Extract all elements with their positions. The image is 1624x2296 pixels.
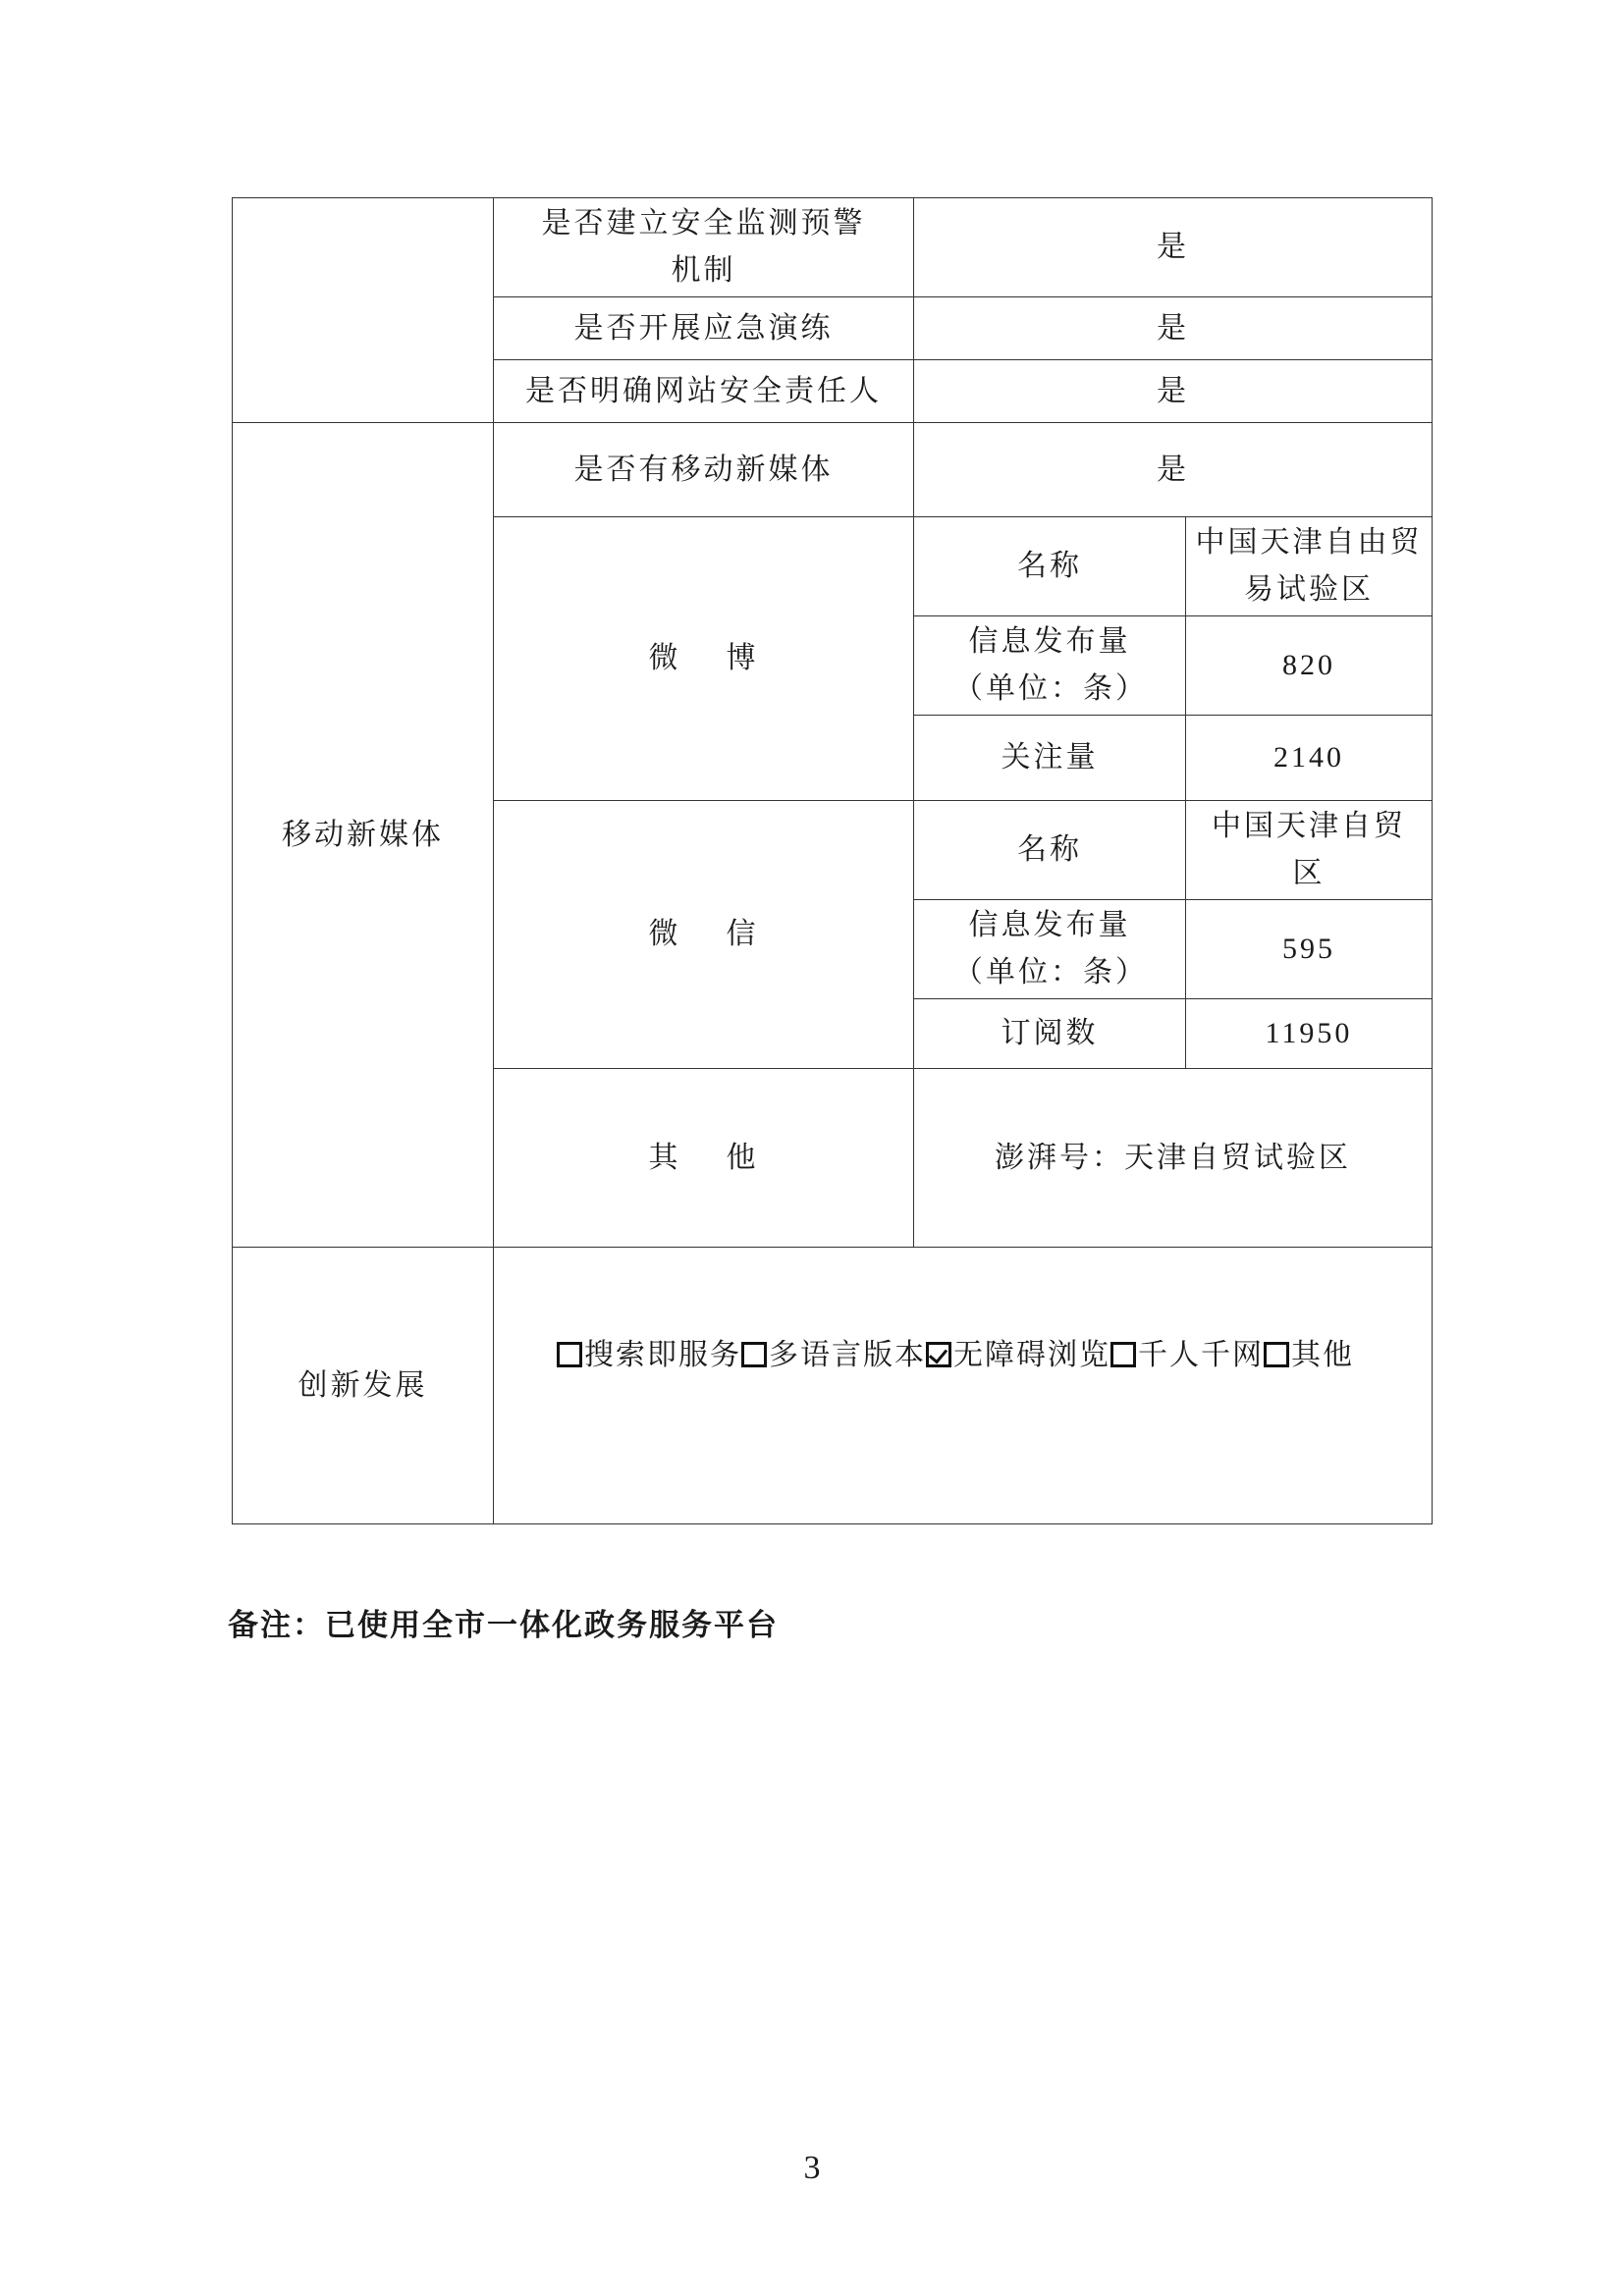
table-row <box>233 423 1433 517</box>
checkbox-checked-icon[interactable] <box>926 1342 951 1367</box>
weibo-name-label: 名称 <box>914 517 1186 616</box>
report-table <box>232 197 1433 1524</box>
wechat-label: 微 信 <box>494 801 914 1069</box>
row-value: 是 <box>914 198 1433 297</box>
weibo-posts-label: 信息发布量（单位：条） <box>914 616 1186 716</box>
table-row <box>233 198 1433 297</box>
row-value: 是 <box>914 297 1433 360</box>
wechat-posts-value: 595 <box>1186 900 1433 999</box>
section-label-innovation: 创新发展 <box>233 1248 494 1524</box>
option-multilingual[interactable]: 多语言版本 <box>741 1338 926 1372</box>
table-row <box>233 1248 1433 1524</box>
option-personalized[interactable]: 千人千网 <box>1110 1338 1264 1372</box>
wechat-name-value: 中国天津自贸区 <box>1186 801 1433 900</box>
section-label-mobile-media: 移动新媒体 <box>233 423 494 1248</box>
weibo-label: 微 博 <box>494 517 914 801</box>
checkbox-unchecked-icon[interactable] <box>1264 1342 1289 1367</box>
row-label: 是否开展应急演练 <box>494 297 914 360</box>
option-search-as-service[interactable]: 搜索即服务 <box>557 1338 741 1372</box>
option-other[interactable]: 其他 <box>1264 1338 1354 1372</box>
checkbox-unchecked-icon[interactable] <box>741 1342 767 1367</box>
page-number: 3 <box>803 2150 821 2186</box>
row-value: 是 <box>914 360 1433 423</box>
weibo-name-value: 中国天津自由贸易试验区 <box>1186 517 1433 616</box>
row-label: 是否建立安全监测预警机制 <box>494 198 914 297</box>
weibo-posts-value: 820 <box>1186 616 1433 716</box>
wechat-subscribers-label: 订阅数 <box>914 999 1186 1069</box>
innovation-options <box>494 1248 1433 1524</box>
wechat-posts-label: 信息发布量（单位：条） <box>914 900 1186 999</box>
footnote: 备注：已使用全市一体化政务服务平台 <box>228 1608 779 1643</box>
weibo-followers-value: 2140 <box>1186 716 1433 801</box>
wechat-subscribers-value: 11950 <box>1186 999 1433 1069</box>
other-value: 澎湃号：天津自贸试验区 <box>914 1069 1433 1248</box>
other-label: 其 他 <box>494 1069 914 1248</box>
row-value: 是 <box>914 423 1433 517</box>
weibo-followers-label: 关注量 <box>914 716 1186 801</box>
wechat-name-label: 名称 <box>914 801 1186 900</box>
checkbox-unchecked-icon[interactable] <box>557 1342 582 1367</box>
row-label: 是否明确网站安全责任人 <box>494 360 914 423</box>
section-cell-continued <box>233 198 494 423</box>
row-label: 是否有移动新媒体 <box>494 423 914 517</box>
option-accessibility[interactable]: 无障碍浏览 <box>926 1338 1110 1372</box>
checkbox-unchecked-icon[interactable] <box>1110 1342 1136 1367</box>
